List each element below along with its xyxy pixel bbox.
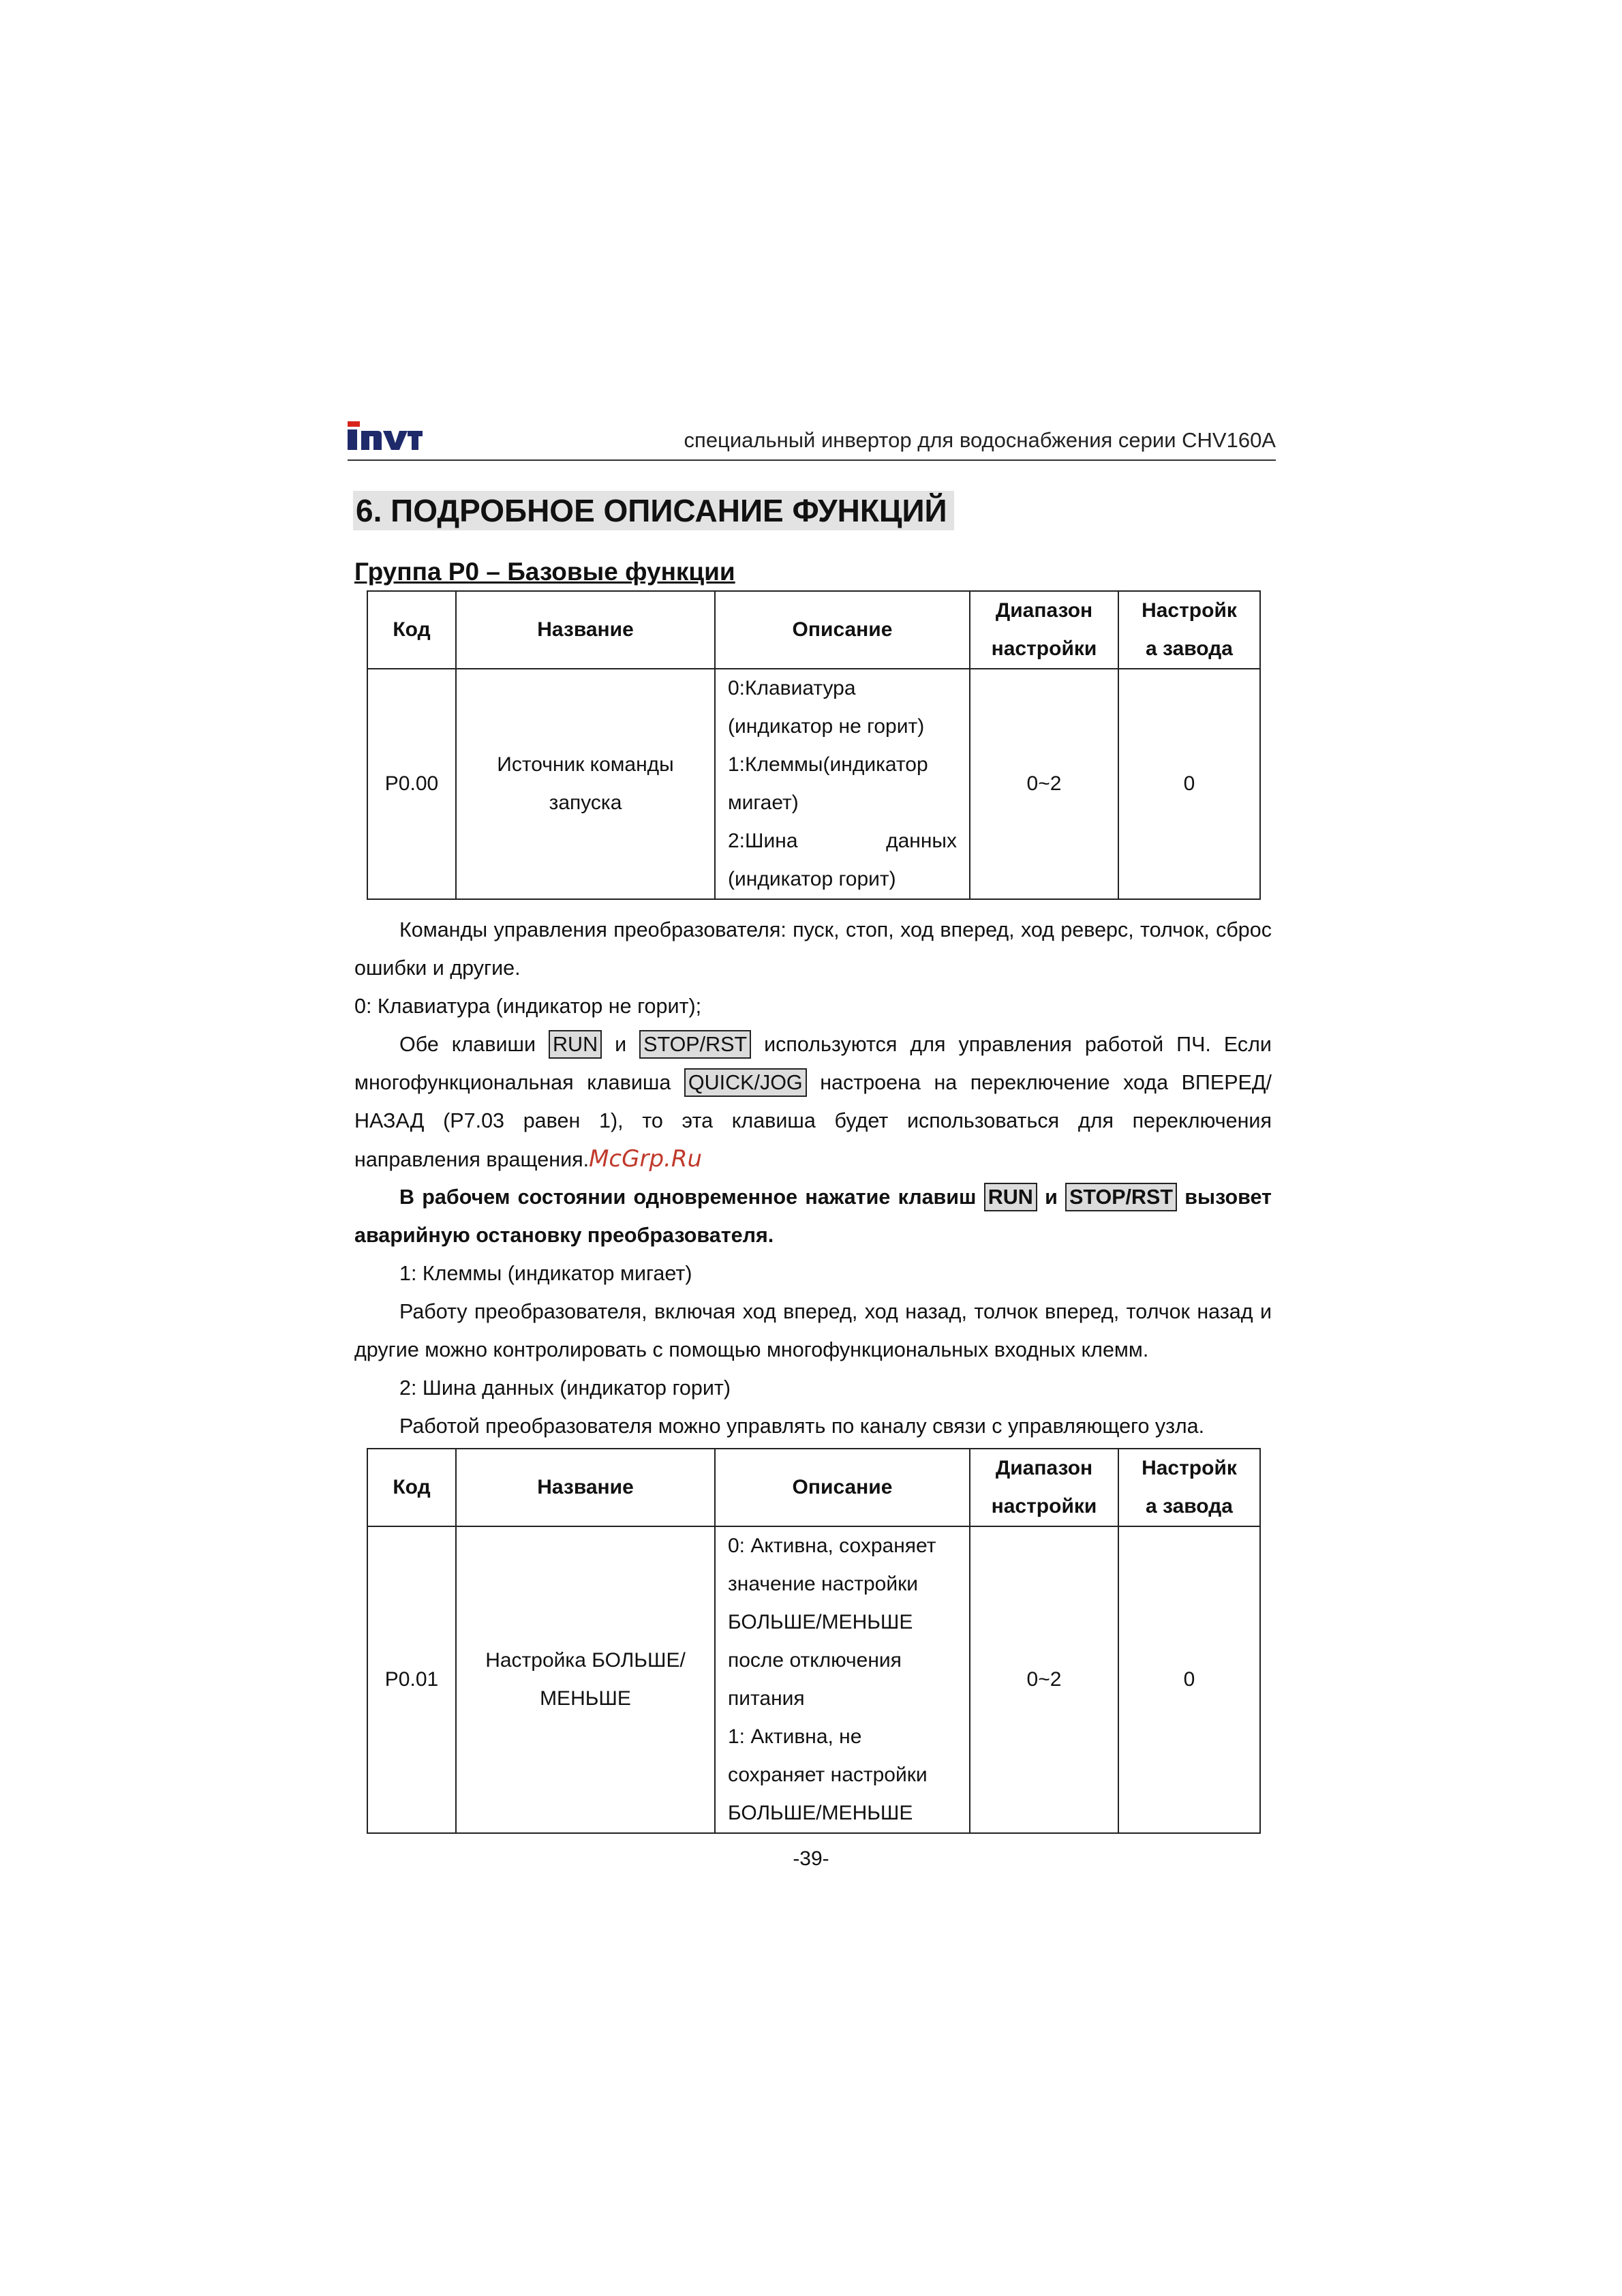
page-number: -39- [793,1847,829,1870]
header-code: Код [367,591,456,669]
parameter-table-p0-00 [367,590,1261,900]
chapter-title: 6. ПОДРОБНОЕ ОПИСАНИЕ ФУНКЦИЙ [353,491,954,530]
cell-name: Источник команды запуска [456,669,715,899]
paragraph-keys-usage: Обе клавиши RUN и STOP/RST используются для управления работой ПЧ. Если многофункциональная клавиша QUICK/JOG настроена на переключение хода ВПЕРЕД/НАЗАД (P7.03 равен 1), то эта клавиша будет использоваться для переключения направления вращения.McGrp.Ru [354,1025,1272,1179]
table-header-row [367,1449,1260,1526]
header-code: Код [367,1449,456,1526]
quick-jog-key-label: QUICK/JOG [684,1068,807,1097]
cell-name: Настройка БОЛЬШЕ/ МЕНЬШЕ [456,1526,715,1833]
table-header-row [367,591,1260,669]
cell-default: 0 [1118,669,1260,899]
header-default: Настройк а завода [1118,1449,1260,1526]
header-range: Диапазон настройки [970,1449,1118,1526]
invt-logo [348,421,423,451]
document-header-title: специальный инвертор для водоснабжения серии CHV160A [684,428,1276,452]
paragraph-bus-mode: 2: Шина данных (индикатор горит) [399,1376,731,1400]
run-key-label-2: RUN [984,1183,1037,1211]
cell-default: 0 [1118,1526,1260,1833]
run-key-label: RUN [549,1030,602,1059]
cell-description: 0:Клавиатура (индикатор не горит) 1:Клеммы(индикатор мигает) 2:Шина данных (индикатор горит) [715,669,970,899]
header-description: Описание [715,591,970,669]
table-row [367,669,1260,899]
header-divider [348,459,1276,461]
cell-code: P0.01 [367,1526,456,1833]
stop-rst-key-label: STOP/RST [639,1030,751,1059]
group-title: Группа P0 – Базовые функции [354,558,735,586]
paragraph-commands: Команды управления преобразователя: пуск, стоп, ход вперед, ход реверс, толчок, сброс ошибки и другие. [354,918,1272,980]
watermark: McGrp.Ru [589,1145,703,1173]
stop-rst-key-label-2: STOP/RST [1065,1183,1177,1211]
cell-range: 0~2 [970,1526,1118,1833]
header-range: Диапазон настройки [970,591,1118,669]
invt-logo-mark [348,421,423,451]
table-row [367,1526,1260,1833]
paragraph-keyboard-mode: 0: Клавиатура (индикатор не горит); [354,995,702,1018]
header-default: Настройк а завода [1118,591,1260,669]
paragraph-bus-desc: Работой преобразователя можно управлять по каналу связи с управляющего узла. [399,1415,1205,1438]
cell-code: P0.00 [367,669,456,899]
paragraph-terminals-mode: 1: Клеммы (индикатор мигает) [399,1262,692,1285]
parameter-table-p0-01 [367,1448,1261,1834]
header-name: Название [456,591,715,669]
paragraph-terminals-desc: Работу преобразователя, включая ход вперед, ход назад, толчок вперед, толчок назад и другие можно контролировать с помощью многофункциональных входных клемм. [354,1300,1272,1361]
header-description: Описание [715,1449,970,1526]
header-name: Название [456,1449,715,1526]
cell-range: 0~2 [970,669,1118,899]
paragraph-emergency-stop: В рабочем состоянии одновременное нажатие клавиш RUN и STOP/RST вызовет аварийную остановку преобразователя. [354,1178,1272,1254]
cell-description: 0: Активна, сохраняет значение настройки БОЛЬШЕ/МЕНЬШЕ после отключения питания 1: Активна, не сохраняет настройки БОЛЬШЕ/МЕНЬШЕ [715,1526,970,1833]
